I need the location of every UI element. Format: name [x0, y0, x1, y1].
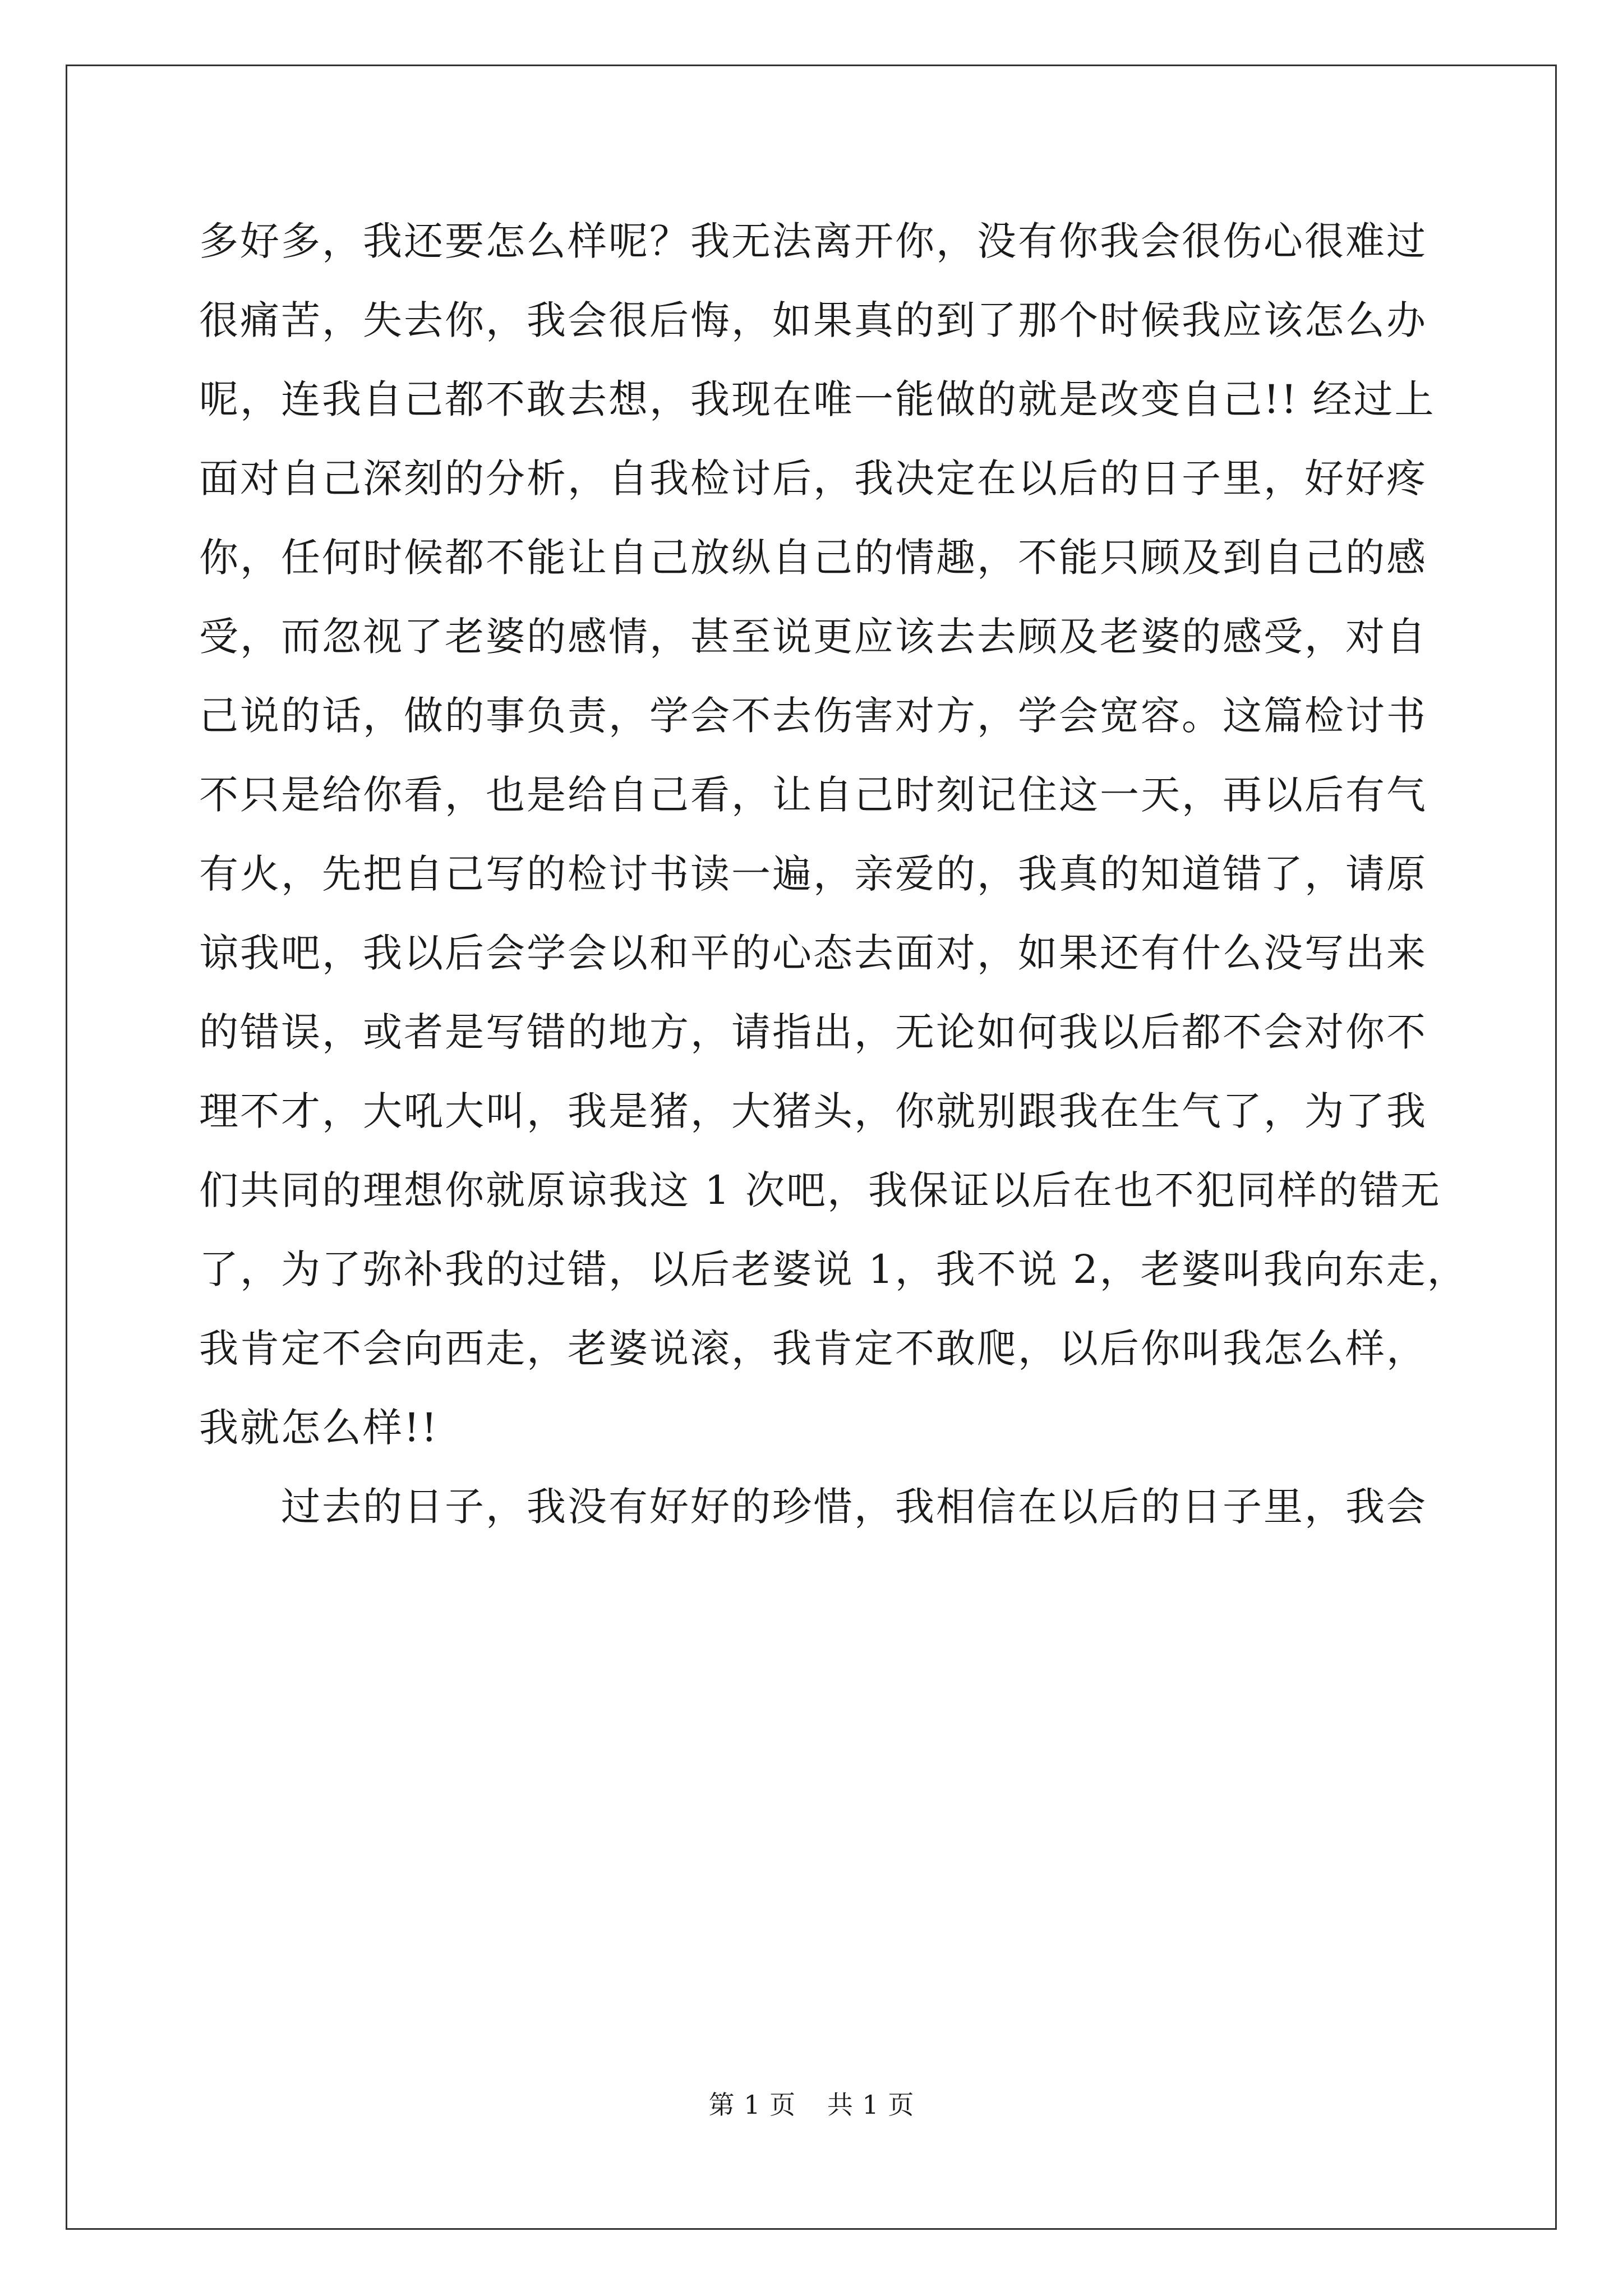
body-text-line: 己说的话，做的事负责，学会不去伤害对方，学会宽容。这篇检讨书	[199, 693, 1427, 739]
page-number-total: 共 1 页	[827, 2090, 915, 2120]
body-text-line: 你，任何时候都不能让自己放纵自己的情趣，不能只顾及到自己的感	[199, 535, 1427, 581]
body-text-line: 我肯定不会向西走，老婆说滚，我肯定不敢爬，以后你叫我怎么样，	[199, 1326, 1427, 1372]
body-text-line: 不只是给你看，也是给自己看，让自己时刻记住这一天，再以后有气	[199, 772, 1427, 818]
body-text-line: 呢，连我自己都不敢去想，我现在唯一能做的就是改变自己!! 经过上	[199, 376, 1436, 422]
body-text-line: 很痛苦，失去你，我会很后悔，如果真的到了那个时候我应该怎么办	[199, 297, 1427, 343]
body-text-line: 有火，先把自己写的检讨书读一遍，亲爱的，我真的知道错了，请原	[199, 851, 1427, 897]
page-footer	[0, 2088, 1623, 2122]
body-text-line: 谅我吧，我以后会学会以和平的心态去面对，如果还有什么没写出来	[199, 930, 1427, 976]
body-text-line: 的错误，或者是写错的地方，请指出，无论如何我以后都不会对你不	[199, 1009, 1427, 1055]
page-number-current: 第 1 页	[708, 2090, 796, 2120]
body-text-line: 我就怎么样!!	[199, 1405, 439, 1451]
body-text-line: 过去的日子，我没有好好的珍惜，我相信在以后的日子里，我会	[199, 1484, 1427, 1530]
body-text-line: 们共同的理想你就原谅我这 1 次吧，我保证以后在也不犯同样的错无	[199, 1167, 1442, 1213]
body-text-line: 了，为了弥补我的过错，以后老婆说 1，我不说 2，老婆叫我向东走，	[199, 1246, 1468, 1292]
body-text-line: 理不才，大吼大叫，我是猪，大猪头，你就别跟我在生气了，为了我	[199, 1088, 1427, 1134]
body-text-line: 面对自己深刻的分析，自我检讨后，我决定在以后的日子里，好好疼	[199, 455, 1427, 501]
body-text-line: 多好多，我还要怎么样呢？我无法离开你，没有你我会很伤心很难过	[199, 218, 1427, 264]
body-text-line: 受，而忽视了老婆的感情，甚至说更应该去去顾及老婆的感受，对自	[199, 614, 1427, 660]
